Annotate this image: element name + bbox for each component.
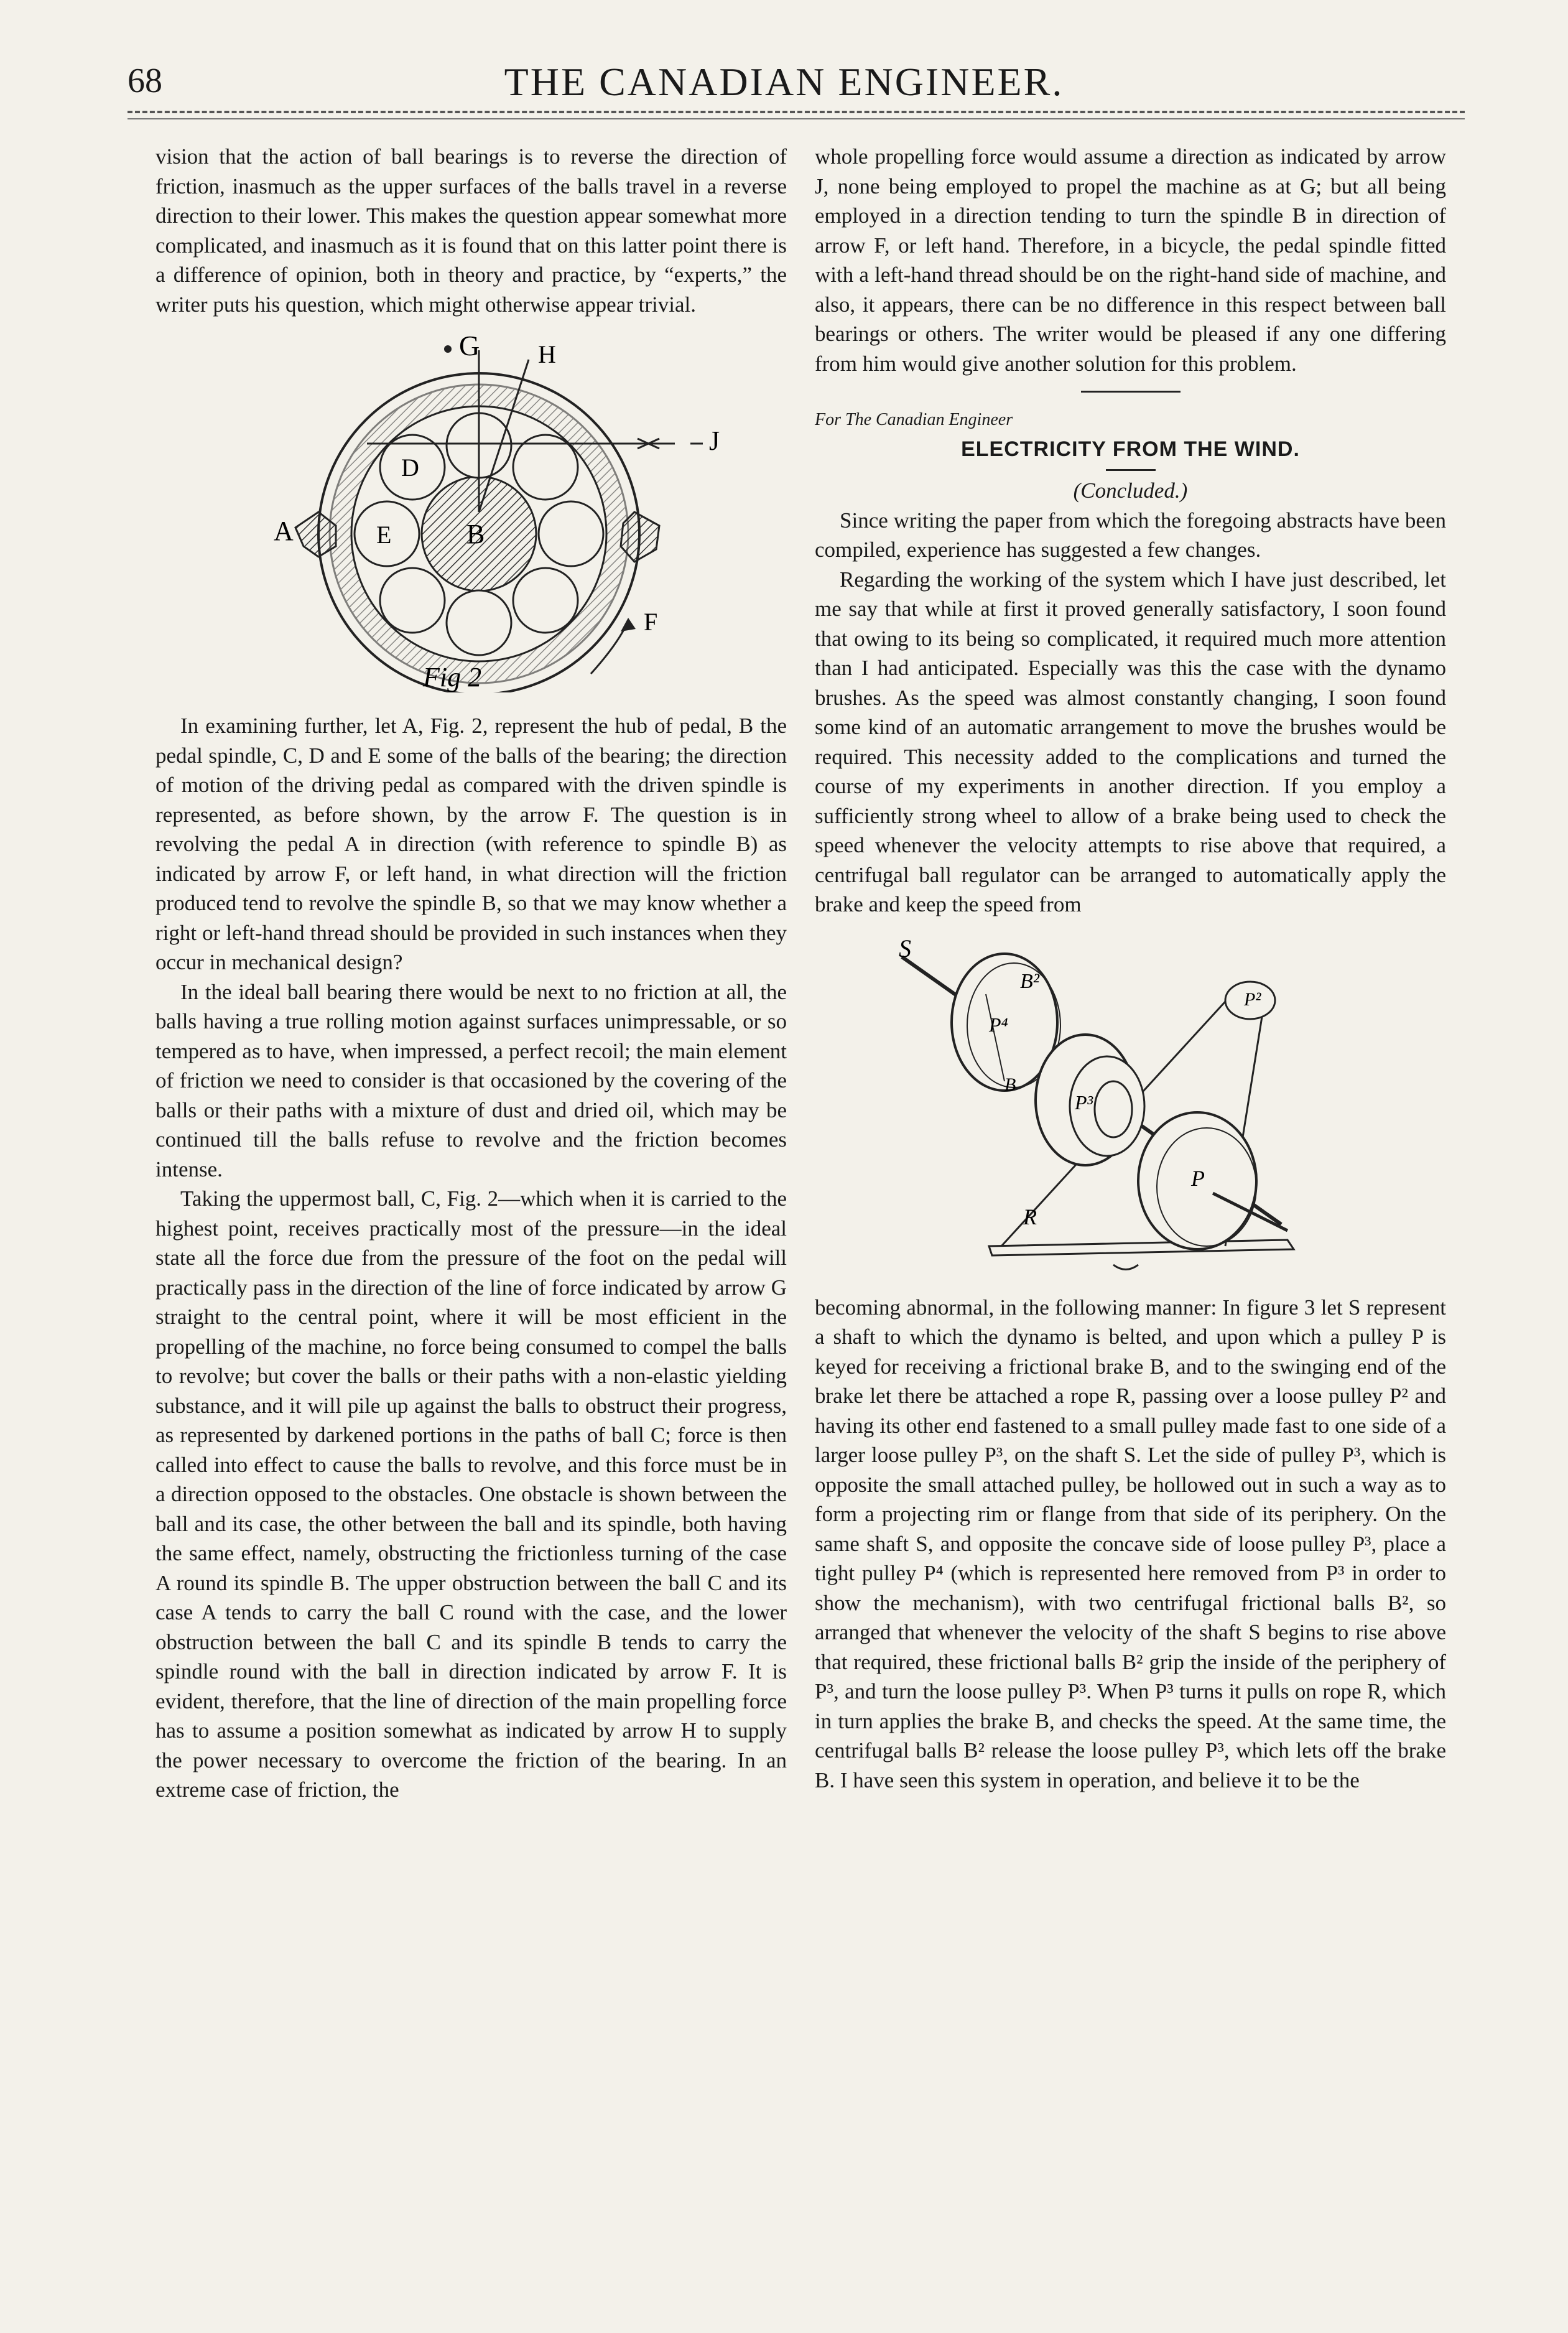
left-column	[155, 142, 787, 1805]
left-paragraph-1: vision that the action of ball bearings is to reverse the direction of friction, inasmuch as the upper surfaces of the balls travel in a reverse direction to their lower. This makes the question appear somewhat more complicated, and inasmuch as it is found that on this latter point there is a difference of opinion, both in theory and practice, by “experts,” the writer puts his question, which might otherwise appear trivial.	[155, 144, 787, 317]
fig3-label-r: R	[1023, 1204, 1037, 1229]
right-paragraph-1: whole propelling force would assume a direction as indicated by arrow J, none being employed to propel the machine as at G; but all being employed in a direction tending to turn the spindle B in direction of arrow F, or left hand. Therefore, in a bicycle, the pedal spindle fitted with a left-hand thread should be on the right-hand side of machine, and also, it appears, there can be no difference in this respect between ball bearings or others. The writer would be pleased if any one differing from him would give another solution for this problem.	[815, 144, 1446, 376]
fig2-label-g: G	[459, 330, 480, 361]
figure-3-drawing	[815, 932, 1446, 1280]
left-paragraph-3: In the ideal ball bearing there would be next to no friction at all, the balls having a true rolling motion against surfaces unimpressable, or so tempered as to have, when impressed, a perfect recoil; the main element of friction we need to consider is that occasioned by the covering of the balls or their paths with a mixture of dust and dried oil, which may be continued till the balls refuse to revolve and the friction becomes intense.	[155, 979, 787, 1181]
right-paragraph-4: becoming abnormal, in the following manner: In figure 3 let S represent a shaft to which the dynamo is belted, and upon which a pulley P is keyed for receiving a frictional brake B, and to the swinging end of the brake let there be attached a rope R, passing over a loose pulley P² and having its other end fastened to a small pulley made fast to one side of a larger loose pulley P³, on the shaft S. Let the side of pulley P³, which is opposite the small attached pulley, be hollowed out in such a way as to form a projecting rim or flange from that side of its periphery. On the same shaft S, and opposite the concave side of loose pulley P³, place a tight pulley P⁴ (which is represented here removed from P³ in order to show the mechanism), with two centrifugal frictional balls B², so arranged that whenever the velocity of the shaft S begins to rise above that required, these frictional balls B² grip the inside of the periphery of P³, and turn the loose pulley P³. When P³ turns it pulls on rope R, which in turn applies the brake B, and checks the speed. At the same time, the centrifugal balls B² release the loose pulley P³, which lets off the brake B. I have seen this system in operation, and believe it to be the	[815, 1295, 1446, 1792]
fig2-label-d: D	[401, 454, 419, 482]
left-paragraph-2: In examining further, let A, Fig. 2, represent the hub of pedal, B the pedal spindle, C, D and E some of the balls of the bearing; the direction of motion of the driving pedal as compared with the driven spindle is represented, as before shown, by the arrow F. The question is in revolving the pedal A in direction (with reference to spindle B) as indicated by arrow F, or left hand, in what direction will the friction produced tend to revolve the spindle B, so that we may know whether a right or left-hand thread should be provided in such instances when they occur in mechanical design?	[155, 714, 787, 974]
fig2-label-h: H	[538, 340, 556, 368]
figure-3	[815, 932, 1446, 1280]
right-column	[815, 142, 1446, 1795]
right-paragraph-3: Regarding the working of the system which I have just described, let me say that while at first it proved generally satisfactory, I soon found that owing to its being so complicated, it required much more attention than I had anticipated. Especially was this the case with the dynamo brushes. As the speed was almost constantly changing, I soon found some kind of an automatic arrangement to move the brushes would be required. This necessity added to the complications and turned the course of my experiments in another direction. If you employ a sufficiently strong wheel to allow of a brake being used to check the speed whenever the velocity attempts to rise above that required, a centrifugal ball regulator can be arranged to automatically apply the brake and keep the speed from	[815, 567, 1446, 916]
fig2-label-j: J	[709, 426, 720, 456]
article-concluded: (Concluded.)	[1073, 478, 1188, 503]
fig2-label-b: B	[466, 519, 485, 549]
header-rule	[128, 111, 1465, 113]
left-paragraph-4: Taking the uppermost ball, C, Fig. 2—which when it is carried to the highest point, receives practically most of the pressure—in the ideal state all the force due from the pressure of the foot on the pedal will practically pass in the direction of the line of force indicated by arrow G straight to the central point, where it will be most efficient in the propelling of the machine, no force being consumed to compel the balls to revolve; but cover the balls or their paths with a non-elastic yielding substance, and it will pile up against the balls to obstruct their progress, as represented by darkened portions in the paths of ball C; force is then called into effect to cause the balls to revolve, and this force must be in a direction opposed to the obstacles. One obstacle is shown between the ball and its case, the other between the ball and its spindle, both having the same effect, namely, obstructing the frictionless turning of the case A round its spindle B. The upper obstruction between the ball C and its case A tends to carry the ball C round with the case, and the lower obstruction between the ball C and its spindle B tends to carry the spindle round with the ball in direction indicated by arrow F. It is evident, therefore, that the line of direction of the main propelling force has to assume a position somewhat as indicated by arrow H to supply the power necessary to overcome the friction of the bearing. In an extreme case of friction, the	[155, 1186, 787, 1802]
fig3-label-b2: B²	[1020, 969, 1039, 993]
figure-2-drawing	[155, 325, 787, 692]
title-rule	[1106, 469, 1156, 471]
section-divider	[1081, 391, 1181, 393]
fig2-label-a: A	[274, 516, 294, 546]
fig2-label-f: F	[644, 608, 658, 636]
article-byline: For The Canadian Engineer	[815, 410, 1013, 429]
figure-2-caption: Fig 2	[423, 662, 482, 692]
header-rule-thin	[128, 118, 1465, 119]
fig3-label-p4: P⁴	[989, 1013, 1008, 1036]
article-title: ELECTRICITY FROM THE WIND.	[961, 437, 1300, 461]
fig3-label-b: B	[1004, 1074, 1016, 1095]
fig3-label-s: S	[899, 934, 911, 962]
fig3-label-p2: P²	[1244, 989, 1261, 1010]
fig3-label-p: P	[1191, 1165, 1205, 1191]
right-paragraph-2: Since writing the paper from which the foregoing abstracts have been compiled, experience has suggested a few changes.	[815, 508, 1446, 562]
fig3-label-p3: P³	[1075, 1091, 1093, 1114]
figure-2	[155, 325, 787, 692]
fig2-label-e: E	[376, 521, 392, 549]
page-number: 68	[128, 62, 162, 100]
journal-title: THE CANADIAN ENGINEER.	[504, 60, 1064, 104]
